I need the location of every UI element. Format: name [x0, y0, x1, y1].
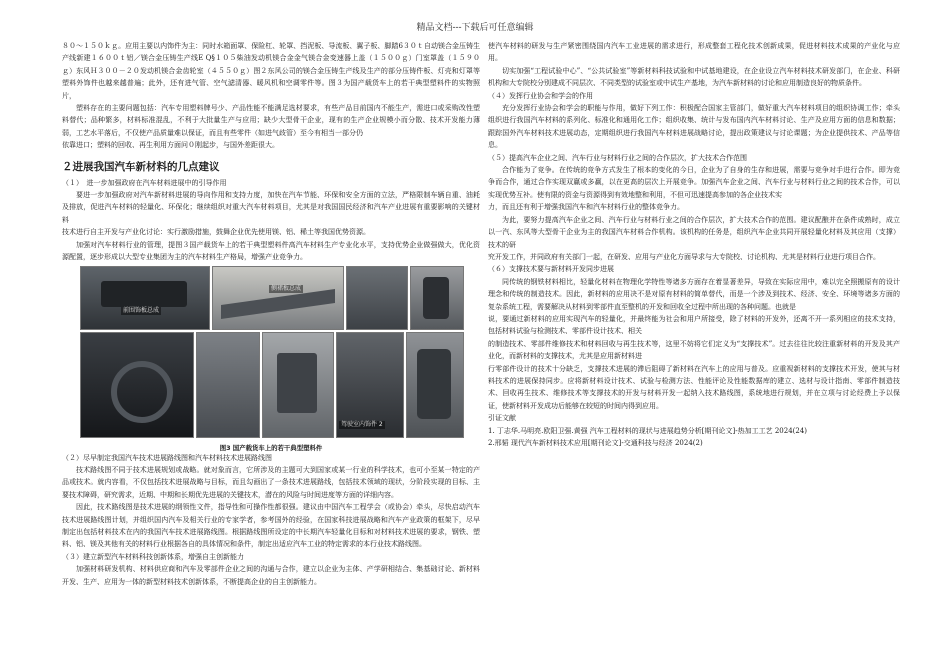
- photo-front-panel: [80, 266, 210, 330]
- photo-part-d: [262, 332, 334, 438]
- body-paragraph: 使汽车材料的研发与生产紧密围绕国内汽车工业进展的需求进行，形成整套工程化技术创新成果，促进材料技术成果的产业化与应用。: [488, 42, 900, 63]
- photo-cab-trim: [336, 332, 404, 438]
- body-paragraph: 同传统的钢铁材料相比，轻量化材料在物理化学特性等诸多方面存在着显著差异，导致在实际应用中，难以完全照搬原有的设计理念和传统的制造技术。因此，新材料的应用决不是对原有材料的简单替代，而是一个涉及到技术、经济、安全、环境等诸多方面的复杂系统工程，需要解决从材料到零部件直至整机的开发和回收全过程中所出现的各种问题。也就是: [488, 277, 900, 311]
- subsection-heading: （６）支撑技术要与新材料开发同步进展: [488, 265, 614, 274]
- photo-tag: 侧裙板总成: [271, 284, 302, 292]
- section-heading: ２进展我国汽车新材料的几点建议: [62, 160, 220, 173]
- subsection-heading: （５）提高汽车企业之间、汽车行业与材料行业之间的合作层次，扩大技术合作范围: [488, 153, 747, 162]
- body-paragraph: 依靠进口；塑料的回收、再生利用方面问０刚起步，与国外差距很大。: [62, 141, 279, 150]
- body-paragraph: 加强对汽车材料行业的管理，提图３国产载货车上的若干典型塑料件高汽车材料生产专业化水平，支持优势企业做强做大，优化资源配置，逐步形成以大型专业集团为主的汽车材料生产格局，增强产业竞争力。: [62, 240, 480, 262]
- right-column: [488, 40, 900, 449]
- photo-part-c: [196, 332, 260, 438]
- subsection-heading: （４）发挥行业协会和学会的作用: [488, 91, 593, 100]
- reference-item: 2.邢韬 现代汽车新材料技术应用[期刊论文]-交通科技与经济 2024(2): [488, 439, 703, 447]
- figure-caption: 图3 国产载货车上的若干典型塑料件: [219, 443, 323, 452]
- reference-item: 1. 丁志华.马明亮.欧阳卫强.黄强 汽车工程材料的现状与进展趋势分析[期刊论文]-热加工工艺 2024(24): [488, 426, 808, 435]
- body-paragraph: 行零部件设计的技术十分缺乏，支撑技术进展的滞后阻碍了新材料在汽车上的应用与普及。应重视新材料的支撑技术开发，使其与材料技术的进展保持同步。应将新材料设计技术、试验与检测方法、性能评论及性能数据库的建立、选材与设计指南、零部件制造技术、回收再生技术、维修技术等支撑技术的开发与材料开发一起纳入技术路线图，系统地进行规划，并在立项与讨论经费上予以保证，使新材料开发成功后能够在较短的时间内得到应用。: [488, 364, 900, 410]
- references-title: 引证文献: [488, 414, 516, 423]
- body-paragraph: 究开发工作，并同政府有关部门一起，在研发、应用与产业化方面导求与大专院校、讨论机构、尤其是材料行业进行项目合作。: [488, 252, 880, 261]
- body-paragraph: 加强材料研发机构、材料供应商和汽车及零部件企业之间的沟通与合作，建立以企业为主体、产学研相结合、集基础讨论、新材料开发、生产、应用为一体的新型材料技术创新体系，不断提高企业的自主创新能力。: [62, 565, 480, 586]
- page-header: 精品文档---下载后可任意编辑: [416, 23, 534, 33]
- photo-part-e: [406, 332, 464, 438]
- body-paragraph: 技术路线图不同于技术进展规划或战略。就对象而言，它所涉及的主题可大到国家或某一行业的科学技术，也可小至某一特定的产品或技术。就内容看，不仅包括技术进展战略与目标，而且勾画出了一条技术进展路线，包括技术领域的现状，分阶段实现的目标、主要技术障碍，研究需求，近期、中期和长期优先进展的关键技术，潜在的风险与时间进度等方面的详细内容。: [62, 465, 480, 499]
- subsection-heading: （３）建立新型汽车材料科技创新体系，增强自主创新能力: [62, 552, 244, 561]
- photo-side-skirt: [212, 266, 344, 330]
- body-paragraph: 合作能为了竞争。在传统的竞争方式发生了根本的变化的今日，企业为了自身的生存和进展，需要与竞争对手进行合作。即为竞争而合作，通过合作实现双赢或多赢，以在更高的层次上开展竞争。加强汽车企业之间、汽车行业与材料行业之间的技术合作，可以实现优势互补。使有限的资金与资源得到有效地整和利用，不但可迅速提高参加的各企业技术实: [488, 166, 900, 199]
- left-column: [62, 40, 480, 588]
- subsection-heading: （１） 进一步加强政府在汽车材料进展中的引导作用: [62, 178, 227, 187]
- body-paragraph: 说，要通过新材料的应用实现汽车的轻量化，并最终能为社会和用户所接受，除了材料的开发外，还离不开一系列相应的技术支持，包括材料试验与检测技术、零部件设计技术、相关: [488, 314, 900, 336]
- body-paragraph: 要进一步加强政府对汽车新材料进展的导向作用和支持力度，加快在汽车节能、环保和安全方面的立法，严格限制车辆自重、油耗及排放，促进汽车材料的轻量化、环保化；继续组织对重大汽车材料项目，尤其是对我国国民经济和汽车产业进展有重要影响的关键材料: [62, 191, 480, 224]
- body-paragraph: 技术进行自主开发与产业化讨论：实行激励措施，鼓舞企业优先使用镁、铝、稀土等我国优势资源。: [62, 228, 370, 237]
- body-paragraph: 为此，要努力提高汽车企业之间、汽车行业与材料行业之间的合作层次，扩大技术合作的范围。建议配酿并在条件成熟时，成立以一汽、东风等大型骨干企业为主的我国汽车材料合作机构。该机构的任务是，组织汽车企业共同开展轻量化材料及其应用（支撑）技术的研: [488, 215, 900, 249]
- figure-photo-grid: [62, 266, 480, 452]
- body-paragraph: 因此，技术路线图是技术进展的纲领性文件，指导性和可操作性都很强。建议由中国汽车工程学会（或协会）牵头，尽快启动汽车技术进展路线图计划，并组织国内汽车及相关行业的专家学者，参考国外的经验，在国家科技进展战略和汽车产业政策的框架下，尽早制定出包括材料技术在内的我国汽车技术进展路线图。根据路线图所设定的中长期汽车轻量化目标和对材料技术进展的要求，钢铁、塑料、铝、镁及其他有关的材料行业根据各自的具体情况和条件，制定出适应汽车工业的特定需求的本行业技术路线图。: [62, 503, 480, 549]
- body-paragraph: 充分发挥行业协会和学会的职能与作用，做好下列工作：积极配合国家主管部门，做好重大汽车材料项目的组织协调工作；牵头组织进行我国汽车材料的系列化、标准化和通用化工作；组织收集、统计与发布国内汽车材料讨论、生产及应用方面的信息和数据；跟踪国外汽车材料技术进展动态，定期组织进行我国汽车材料进展战略讨论，提出政策建议与讨论课题；为企业提供技术、产品等信息。: [488, 104, 900, 150]
- photo-part-a: [346, 266, 408, 330]
- photo-tag: 前围饰板总成: [123, 306, 160, 314]
- subsection-heading: （２）尽早制定我国汽车技术进展路线图和汽车材料技术进展路线图: [62, 453, 272, 462]
- body-paragraph: 切实加强“工程试验中心”、“公共试验室”等新材料科技试验和中试基地建设，在企业设立汽车材料技术研发部门，在企业、科研机构和大专院校分别建成不同层次、不同类型的试验室或中试生产基地，为汽车新材料的讨论和应用制造良好的物质条件。: [488, 66, 900, 88]
- body-paragraph: 的制造技术、零部件维修技术和材料回收与再生技术等，这里不妨将它们定义为“支撑技术”。过去往往比较注重新材料的开发及其产业化，而新材料的支撑技术，尤其是应用新材料进: [488, 339, 900, 361]
- photo-tag: 驾驶室内饰件 2: [341, 420, 383, 428]
- body-paragraph: ８０～１５０ｋｇ。应用主要以内饰件为主：同时水箱面罩、保险杠、轮罩、挡泥板、导流板、翼子板、脚踏6３０ｔ自动镁合金压铸生产线新建１６００ｔ铝／镁合金压铸生产线E Q§１０５柴油发动机镁合金金气镁合金变速器上盖（１５００ｇ）门室罩盖（１５９０ｇ）东风Ｈ３００－２０发动机镁合金齿轮室（４５５０ｇ）图２东风公司的镁合金压铸生产线及生产的部分压铸件板、灯壳和灯罩等塑料外饰件也越来越普遍；此外，还有进气管、空气滤清器、暖风机和空调零件等。图３为国产载货车上的若干典型塑料件的实物照片，: [62, 42, 480, 100]
- body-paragraph: 塑料存在的主要问题包括：汽车专用塑料牌号少、产品性能不能满足选材要求，有些产品目前国内不能生产，需进口或采购改性塑料替代；品种繁多，材料标准混乱，不利于大批量生产与应用；缺少大型骨干企业，现有的生产企业规模小而分散、技术开发能力薄弱，工艺水平落后，不仅使产品质量难以保证，而且有些零件（如进气歧管）至今有相当一部分仍: [62, 104, 480, 137]
- photo-part-b: [410, 266, 464, 330]
- body-paragraph: 力，而且还有利于增强我国汽车和汽车材料行业的整体竞争力。: [488, 203, 684, 212]
- photo-cab-interior: [80, 332, 194, 438]
